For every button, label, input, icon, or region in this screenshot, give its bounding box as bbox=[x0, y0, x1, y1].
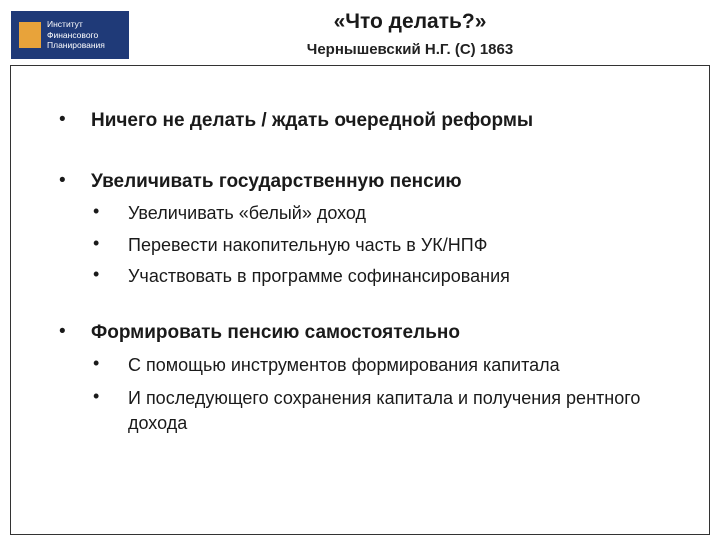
logo-text bbox=[47, 19, 127, 51]
slide-title: «Что делать?» bbox=[333, 10, 487, 33]
bullet-icon: • bbox=[59, 109, 66, 130]
sub-bullet-label: С помощью инструментов формирования капитала bbox=[128, 355, 560, 375]
sub-bullet-icon: • bbox=[93, 201, 100, 221]
sub-bullet-icon: • bbox=[93, 233, 100, 253]
sub-bullet-label: Перевести накопительную часть в УК/НПФ bbox=[128, 235, 488, 255]
logo-line: Финансового bbox=[47, 29, 99, 40]
sub-bullet-label: Увеличивать «белый» доход bbox=[128, 203, 367, 223]
logo-mark-icon bbox=[19, 22, 41, 48]
sub-bullet-icon: • bbox=[93, 264, 100, 284]
bullet-icon: • bbox=[59, 321, 66, 342]
logo-line: Планирования bbox=[47, 40, 105, 50]
sub-bullet-icon: • bbox=[93, 353, 100, 373]
institute-logo bbox=[11, 11, 129, 59]
sub-bullet-label: Участвовать в программе софинансирования bbox=[128, 266, 510, 286]
content-frame bbox=[10, 65, 710, 535]
logo-line: Институт bbox=[47, 19, 83, 29]
bullet-item-label: Формировать пенсию самостоятельно bbox=[91, 322, 460, 343]
bullet-item-label: Увеличивать государственную пенсию bbox=[91, 171, 462, 192]
slide-subtitle: Чернышевский Н.Г. (С) 1863 bbox=[306, 41, 514, 58]
bullet-item-label: Ничего не делать / ждать очередной реформы bbox=[91, 110, 534, 131]
sub-bullet-label: И последующего сохранения капитала и получения рентного дохода bbox=[128, 388, 641, 433]
sub-bullet-icon: • bbox=[93, 386, 100, 406]
bullet-icon: • bbox=[59, 170, 66, 191]
